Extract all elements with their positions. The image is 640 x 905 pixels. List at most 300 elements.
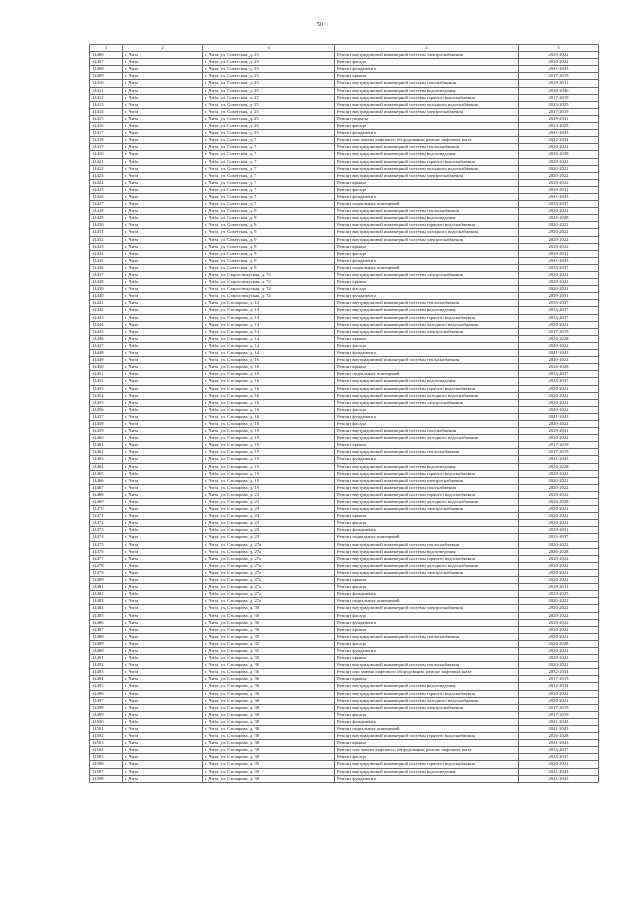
period-cell: 2029-2031 (519, 115, 599, 122)
period-cell: 2020-2022 (519, 612, 599, 619)
period-cell: 2020-2022 (519, 655, 599, 662)
period-cell: 2029-2031 (519, 527, 599, 534)
address-cell: г. Чита, ул. Столярова, д. 23 (203, 534, 335, 541)
period-cell: 2020-2022 (519, 399, 599, 406)
municipality-cell: г. Чита (123, 186, 203, 193)
table-row (90, 222, 599, 229)
municipality-cell: г. Чита (123, 94, 203, 101)
row-number-cell: 14499 (90, 711, 123, 718)
municipality-cell: г. Чита (123, 293, 203, 300)
address-cell: г. Чита, ул. Столярова, д. 19 (203, 449, 335, 456)
repair-type-cell: Ремонт внутридомовой инженерной системы электроснабжения (335, 399, 519, 406)
period-cell: 2020-2022 (519, 697, 599, 704)
municipality-cell: г. Чита (123, 676, 203, 683)
municipality-cell: г. Чита (123, 73, 203, 80)
municipality-cell: г. Чита (123, 726, 203, 733)
row-number-cell: 14415 (90, 115, 123, 122)
row-number-cell: 14438 (90, 279, 123, 286)
row-number-cell: 14419 (90, 144, 123, 151)
address-cell: г. Чита, ул. Советская, д. 9 (203, 236, 335, 243)
repair-type-cell: Ремонт фасада (335, 250, 519, 257)
address-cell: г. Чита, ул. Советская, д. 25 (203, 73, 335, 80)
period-cell: 2029-2031 (519, 80, 599, 87)
row-number-cell: 14417 (90, 130, 123, 137)
row-number-cell: 14502 (90, 733, 123, 740)
municipality-cell: г. Чита (123, 123, 203, 130)
municipality-cell: г. Чита (123, 513, 203, 520)
municipality-cell: г. Чита (123, 357, 203, 364)
repair-type-cell: Ремонт фундамента (335, 130, 519, 137)
table-row (90, 399, 599, 406)
municipality-cell: г. Чита (123, 66, 203, 73)
address-cell: г. Чита, ул. Советская, д. 7 (203, 144, 335, 151)
table-row (90, 215, 599, 222)
address-cell: г. Чита, ул. Столярова, д. 19 (203, 456, 335, 463)
repair-type-cell: Ремонт крыши (335, 364, 519, 371)
table-row (90, 179, 599, 186)
municipality-cell: г. Чита (123, 477, 203, 484)
table-row (90, 335, 599, 342)
period-cell: 2026-2028 (519, 548, 599, 555)
period-cell: 2020-2022 (519, 52, 599, 59)
table-row (90, 591, 599, 598)
repair-type-cell: Ремонт внутридомовой инженерной системы теплоснабжения (335, 144, 519, 151)
address-cell: г. Чита, ул. Столярова, д. 14 (203, 350, 335, 357)
municipality-cell: г. Чита (123, 527, 203, 534)
table-row (90, 562, 599, 569)
period-cell: 2029-2031 (519, 584, 599, 591)
municipality-cell: г. Чита (123, 222, 203, 229)
row-number-cell: 14411 (90, 87, 123, 94)
period-cell: 2041-2043 (519, 350, 599, 357)
table-row (90, 662, 599, 669)
repair-type-cell: Ремонт подвальных помещений (335, 534, 519, 541)
row-number-cell: 14431 (90, 229, 123, 236)
table-row (90, 520, 599, 527)
address-cell: г. Чита, ул. Советская, д. 9 (203, 250, 335, 257)
table-row (90, 151, 599, 158)
table-row (90, 321, 599, 328)
municipality-cell: г. Чита (123, 711, 203, 718)
repair-type-cell: Ремонт внутридомовой инженерной системы электроснабжения (335, 704, 519, 711)
row-number-cell: 14422 (90, 165, 123, 172)
address-cell: г. Чита, ул. Столярова, д. 35 (203, 633, 335, 640)
period-cell: 2041-2043 (519, 740, 599, 747)
repair-type-cell: Ремонт внутридомовой инженерной системы горячего водоснабжения (335, 761, 519, 768)
address-cell: г. Чита, ул. Столярова, д. 18 (203, 420, 335, 427)
repair-type-cell: Ремонт внутридомовой инженерной системы водоотведения (335, 463, 519, 470)
address-cell: г. Чита, ул. Столярова, д. 27а (203, 555, 335, 562)
repair-type-cell: Ремонт подвальных помещений (335, 371, 519, 378)
municipality-cell: г. Чита (123, 350, 203, 357)
address-cell: г. Чита, ул. Советская, д. 23 (203, 52, 335, 59)
table-row (90, 165, 599, 172)
row-number-cell: 14481 (90, 584, 123, 591)
address-cell: г. Чита, ул. Столярова, д. 16 (203, 364, 335, 371)
repair-type-cell: Ремонт крыши (335, 73, 519, 80)
municipality-cell: г. Чита (123, 335, 203, 342)
period-cell: 2020-2022 (519, 491, 599, 498)
table-row (90, 669, 599, 676)
address-cell: г. Чита, ул. Советская, д. 7 (203, 165, 335, 172)
row-number-cell: 14464 (90, 463, 123, 470)
row-number-cell: 14427 (90, 201, 123, 208)
repair-type-cell: Ремонт внутридомовой инженерной системы электроснабжения (335, 506, 519, 513)
municipality-cell: г. Чита (123, 300, 203, 307)
period-cell: 2020-2022 (519, 272, 599, 279)
repair-type-cell: Ремонт крыши (335, 335, 519, 342)
period-cell: 2020-2022 (519, 229, 599, 236)
municipality-cell: г. Чита (123, 683, 203, 690)
table-row (90, 747, 599, 754)
address-cell: г. Чита, ул. Столярова, д. 38 (203, 726, 335, 733)
municipality-cell: г. Чита (123, 463, 203, 470)
table-row (90, 768, 599, 775)
municipality-cell: г. Чита (123, 484, 203, 491)
repair-type-cell: Ремонт фасада (335, 420, 519, 427)
table-row (90, 548, 599, 555)
table-row (90, 704, 599, 711)
row-number-cell: 14408 (90, 66, 123, 73)
table-row (90, 80, 599, 87)
period-cell: 2035-2037 (519, 300, 599, 307)
period-cell: 2020-2022 (519, 541, 599, 548)
period-cell: 2020-2022 (519, 647, 599, 654)
period-cell: 2035-2037 (519, 754, 599, 761)
row-number-cell: 14428 (90, 208, 123, 215)
repair-type-cell: Ремонт внутридомовой инженерной системы водоотведения (335, 151, 519, 158)
address-cell: г. Чита, ул. Столярова, д. 30 (203, 619, 335, 626)
period-cell: 2041-2043 (519, 456, 599, 463)
address-cell: г. Чита, ул. Советская, д. 9 (203, 229, 335, 236)
address-cell: г. Чита, ул. Столярова, д. 30 (203, 612, 335, 619)
period-cell: 2020-2022 (519, 690, 599, 697)
row-number-cell: 14424 (90, 179, 123, 186)
period-cell: 2041-2043 (519, 768, 599, 775)
period-cell: 2017-2019 (519, 73, 599, 80)
repair-type-cell: Ремонт внутридомовой инженерной системы теплоснабжения (335, 300, 519, 307)
table-row (90, 690, 599, 697)
municipality-cell: г. Чита (123, 80, 203, 87)
address-cell: г. Чита, ул. Советская, д. 7 (203, 193, 335, 200)
address-cell: г. Чита, ул. Столярова, д. 19 (203, 463, 335, 470)
repair-type-cell: Ремонт крыши (335, 513, 519, 520)
table-row (90, 775, 599, 782)
table-row (90, 527, 599, 534)
address-cell: г. Чита, ул. Столярова, д. 36 (203, 697, 335, 704)
period-cell: 2020-2022 (519, 761, 599, 768)
column-header-4: 4 (335, 45, 519, 52)
table-row (90, 420, 599, 427)
capital-repair-table (89, 44, 599, 783)
table-row (90, 428, 599, 435)
repair-type-cell: Ремонт фасада (335, 711, 519, 718)
address-cell: г. Чита, ул. Советская, д. 9 (203, 215, 335, 222)
address-cell: г. Чита, ул. Столярова, д. 16 (203, 385, 335, 392)
repair-type-cell: Ремонт подвальных помещений (335, 201, 519, 208)
municipality-cell: г. Чита (123, 115, 203, 122)
address-cell: г. Чита, ул. Столярова, д. 35 (203, 640, 335, 647)
repair-type-cell: Ремонт фасада (335, 186, 519, 193)
row-number-cell: 14496 (90, 690, 123, 697)
table-row (90, 647, 599, 654)
address-cell: г. Чита, ул. Столярова, д. 19 (203, 435, 335, 442)
row-number-cell: 14503 (90, 740, 123, 747)
repair-type-cell: Ремонт или замена лифтового оборудования, ремонт лифтовых шахт (335, 669, 519, 676)
period-cell: 2032-2034 (519, 669, 599, 676)
repair-type-cell: Ремонт внутридомовой инженерной системы теплоснабжения (335, 208, 519, 215)
period-cell: 2035-2037 (519, 314, 599, 321)
table-row (90, 286, 599, 293)
table-row (90, 73, 599, 80)
period-cell: 2017-2019 (519, 704, 599, 711)
municipality-cell: г. Чита (123, 87, 203, 94)
period-cell: 2023-2025 (519, 123, 599, 130)
municipality-cell: г. Чита (123, 442, 203, 449)
municipality-cell: г. Чита (123, 768, 203, 775)
row-number-cell: 14507 (90, 768, 123, 775)
row-number-cell: 14409 (90, 73, 123, 80)
table-row (90, 711, 599, 718)
table-row (90, 406, 599, 413)
municipality-cell: г. Чита (123, 179, 203, 186)
municipality-cell: г. Чита (123, 342, 203, 349)
municipality-cell: г. Чита (123, 378, 203, 385)
municipality-cell: г. Чита (123, 562, 203, 569)
repair-type-cell: Ремонт фундамента (335, 193, 519, 200)
table-row (90, 740, 599, 747)
table-body (90, 52, 599, 783)
period-cell: 2026-2028 (519, 215, 599, 222)
row-number-cell: 14489 (90, 640, 123, 647)
period-cell: 2020-2022 (519, 662, 599, 669)
repair-type-cell: Ремонт фундамента (335, 66, 519, 73)
row-number-cell: 14432 (90, 236, 123, 243)
municipality-cell: г. Чита (123, 598, 203, 605)
table-row (90, 378, 599, 385)
table-row (90, 442, 599, 449)
address-cell: г. Чита, ул. Столярова, д. 14 (203, 300, 335, 307)
period-cell: 2020-2022 (519, 286, 599, 293)
row-number-cell: 14418 (90, 137, 123, 144)
municipality-cell: г. Чита (123, 449, 203, 456)
address-cell: г. Чита, ул. Столярова, д. 35 (203, 647, 335, 654)
address-cell: г. Чита, ул. Столярова, д. 27а (203, 548, 335, 555)
repair-type-cell: Ремонт крыши (335, 442, 519, 449)
row-number-cell: 14455 (90, 399, 123, 406)
address-cell: г. Чита, ул. Столярова, д. 30 (203, 626, 335, 633)
address-cell: г. Чита, ул. Столярова, д. 23 (203, 513, 335, 520)
table-row (90, 619, 599, 626)
repair-type-cell: Ремонт фундамента (335, 591, 519, 598)
repair-type-cell: Ремонт фундамента (335, 350, 519, 357)
row-number-cell: 14406 (90, 52, 123, 59)
address-cell: г. Чита, ул. Столярова, д. 19 (203, 470, 335, 477)
address-cell: г. Чита, ул. Советская, д. 25 (203, 101, 335, 108)
municipality-cell: г. Чита (123, 647, 203, 654)
period-cell: 2026-2028 (519, 733, 599, 740)
period-cell: 2020-2022 (519, 392, 599, 399)
period-cell: 2020-2022 (519, 172, 599, 179)
table-row (90, 484, 599, 491)
row-number-cell: 14444 (90, 321, 123, 328)
repair-type-cell: Ремонт фасада (335, 59, 519, 66)
repair-type-cell: Ремонт внутридомовой инженерной системы горячего водоснабжения (335, 385, 519, 392)
table-row (90, 676, 599, 683)
row-number-cell: 14412 (90, 94, 123, 101)
address-cell: г. Чита, ул. Столярова, д. 39 (203, 775, 335, 782)
column-header-1: 1 (90, 45, 123, 52)
table-row (90, 754, 599, 761)
address-cell: г. Чита, ул. Столярова, д. 38 (203, 733, 335, 740)
row-number-cell: 14439 (90, 286, 123, 293)
period-cell: 2032-2034 (519, 683, 599, 690)
municipality-cell: г. Чита (123, 250, 203, 257)
row-number-cell: 14450 (90, 364, 123, 371)
municipality-cell: г. Чита (123, 591, 203, 598)
municipality-cell: г. Чита (123, 321, 203, 328)
period-cell: 2026-2028 (519, 151, 599, 158)
table-row (90, 250, 599, 257)
table-row (90, 456, 599, 463)
address-cell: г. Чита, ул. Советская, д. 9 (203, 222, 335, 229)
address-cell: г. Чита, ул. Столярова, д. 16 (203, 413, 335, 420)
row-number-cell: 14476 (90, 548, 123, 555)
row-number-cell: 14474 (90, 534, 123, 541)
row-number-cell: 14462 (90, 449, 123, 456)
row-number-cell: 14440 (90, 293, 123, 300)
repair-type-cell: Ремонт внутридомовой инженерной системы горячего водоснабжения (335, 733, 519, 740)
table-row (90, 101, 599, 108)
row-number-cell: 14508 (90, 775, 123, 782)
period-cell: 2020-2022 (519, 633, 599, 640)
period-cell: 2041-2043 (519, 718, 599, 725)
row-number-cell: 14447 (90, 342, 123, 349)
address-cell: г. Чита, ул. Советская, д. 7 (203, 137, 335, 144)
address-cell: г. Чита, ул. Столярова, д. 39 (203, 747, 335, 754)
address-cell: г. Чита, ул. Столярова, д. 23 (203, 499, 335, 506)
row-number-cell: 14472 (90, 520, 123, 527)
repair-type-cell: Ремонт внутридомовой инженерной системы горячего водоснабжения (335, 470, 519, 477)
address-cell: г. Чита, ул. Столярова, д. 38 (203, 740, 335, 747)
row-number-cell: 14497 (90, 697, 123, 704)
municipality-cell: г. Чита (123, 541, 203, 548)
address-cell: г. Чита, ул. Столярова, д. 27а (203, 591, 335, 598)
row-number-cell: 14442 (90, 307, 123, 314)
table-row (90, 470, 599, 477)
address-cell: г. Чита, ул. Старостюкуская, д. 72 (203, 279, 335, 286)
address-cell: г. Чита, ул. Столярова, д. 36 (203, 669, 335, 676)
table-row (90, 137, 599, 144)
row-number-cell: 14437 (90, 272, 123, 279)
table-row (90, 52, 599, 59)
period-cell: 2020-2022 (519, 626, 599, 633)
municipality-cell: г. Чита (123, 215, 203, 222)
row-number-cell: 14479 (90, 569, 123, 576)
row-number-cell: 14505 (90, 754, 123, 761)
row-number-cell: 14421 (90, 158, 123, 165)
period-cell: 2029-2031 (519, 293, 599, 300)
address-cell: г. Чита, ул. Столярова, д. 16 (203, 392, 335, 399)
municipality-cell: г. Чита (123, 499, 203, 506)
repair-type-cell: Ремонт внутридомовой инженерной системы электроснабжения (335, 52, 519, 59)
period-cell: 2020-2022 (519, 562, 599, 569)
period-cell: 2017-2019 (519, 711, 599, 718)
municipality-cell: г. Чита (123, 704, 203, 711)
table-row (90, 236, 599, 243)
repair-type-cell: Ремонт фундамента (335, 293, 519, 300)
repair-type-cell: Ремонт крыши (335, 279, 519, 286)
municipality-cell: г. Чита (123, 193, 203, 200)
municipality-cell: г. Чита (123, 619, 203, 626)
period-cell: 2023-2025 (519, 591, 599, 598)
repair-type-cell: Ремонт внутридомовой инженерной системы водоотведения (335, 87, 519, 94)
address-cell: г. Чита, ул. Советская, д. 7 (203, 172, 335, 179)
municipality-cell: г. Чита (123, 577, 203, 584)
repair-type-cell: Ремонт внутридомовой инженерной системы электроснабжения (335, 569, 519, 576)
repair-type-cell: Ремонт фундамента (335, 456, 519, 463)
table-row (90, 513, 599, 520)
period-cell: 2020-2022 (519, 520, 599, 527)
address-cell: г. Чита, ул. Советская, д. 25 (203, 87, 335, 94)
period-cell: 2020-2022 (519, 179, 599, 186)
municipality-cell: г. Чита (123, 697, 203, 704)
table-header-row (90, 45, 599, 52)
table-row (90, 357, 599, 364)
repair-type-cell: Ремонт подвала (335, 115, 519, 122)
repair-type-cell: Ремонт внутридомовой инженерной системы теплоснабжения (335, 357, 519, 364)
repair-type-cell: Ремонт внутридомовой инженерной системы холодного водоснабжения (335, 697, 519, 704)
address-cell: г. Чита, ул. Столярова, д. 14 (203, 342, 335, 349)
repair-type-cell: Ремонт внутридомовой инженерной системы водоотведения (335, 768, 519, 775)
municipality-cell: г. Чита (123, 59, 203, 66)
repair-type-cell: Ремонт внутридомовой инженерной системы электроснабжения (335, 477, 519, 484)
municipality-cell: г. Чита (123, 612, 203, 619)
row-number-cell: 14446 (90, 335, 123, 342)
table-row (90, 144, 599, 151)
period-cell: 2017-2019 (519, 328, 599, 335)
address-cell: г. Чита, ул. Столярова, д. 38 (203, 718, 335, 725)
row-number-cell: 14506 (90, 761, 123, 768)
repair-type-cell: Ремонт внутридомовой инженерной системы горячего водоснабжения (335, 222, 519, 229)
period-cell: 2020-2022 (519, 165, 599, 172)
address-cell: г. Чита, ул. Советская, д. 7 (203, 158, 335, 165)
municipality-cell: г. Чита (123, 626, 203, 633)
row-number-cell: 14465 (90, 470, 123, 477)
page-number: 50 (316, 22, 324, 28)
municipality-cell: г. Чита (123, 307, 203, 314)
municipality-cell: г. Чита (123, 371, 203, 378)
table-row (90, 584, 599, 591)
period-cell: 2020-2022 (519, 158, 599, 165)
repair-type-cell: Ремонт фасада (335, 286, 519, 293)
municipality-cell: г. Чита (123, 364, 203, 371)
municipality-cell: г. Чита (123, 165, 203, 172)
row-number-cell: 14449 (90, 357, 123, 364)
row-number-cell: 14429 (90, 215, 123, 222)
table-row (90, 300, 599, 307)
row-number-cell: 14482 (90, 591, 123, 598)
municipality-cell: г. Чита (123, 399, 203, 406)
address-cell: г. Чита, ул. Столярова, д. 27а (203, 562, 335, 569)
address-cell: г. Чита, ул. Столярова, д. 16 (203, 399, 335, 406)
period-cell: 2035-2037 (519, 747, 599, 754)
period-cell: 2035-2037 (519, 201, 599, 208)
address-cell: г. Чита, ул. Столярова, д. 39 (203, 768, 335, 775)
address-cell: г. Чита, ул. Столярова, д. 19 (203, 442, 335, 449)
period-cell: 2020-2022 (519, 555, 599, 562)
table-row (90, 718, 599, 725)
